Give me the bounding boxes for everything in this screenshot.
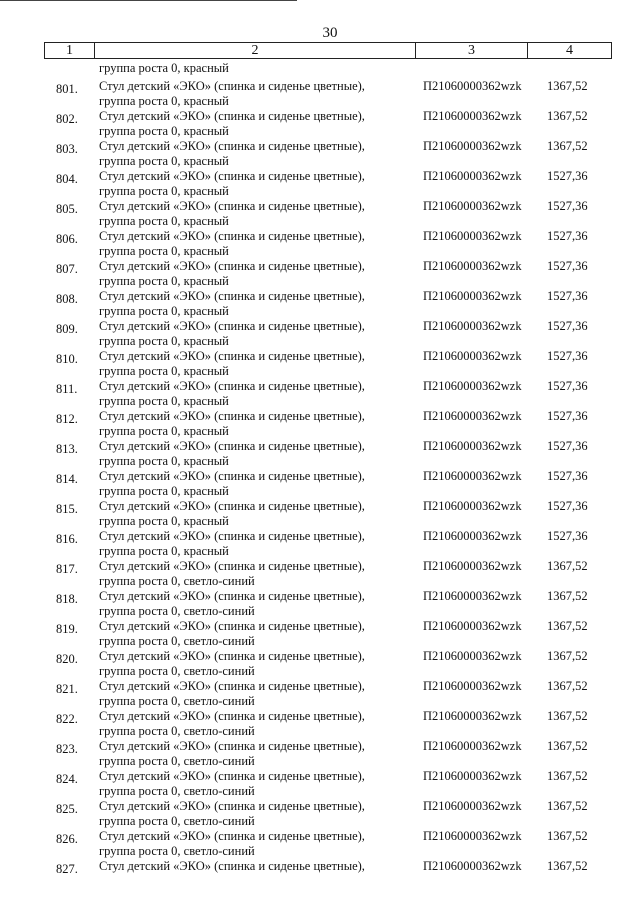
row-number: 825. <box>56 802 78 816</box>
row-number: 824. <box>56 772 78 786</box>
table-header <box>44 42 612 59</box>
row-price: 1527,36 <box>547 349 588 363</box>
table-row <box>0 720 640 768</box>
row-price: 1367,52 <box>547 739 588 753</box>
table-row <box>0 390 640 438</box>
description-line-2: группа роста 0, красный <box>99 363 229 378</box>
row-code: П21060000362wzk <box>423 529 522 543</box>
table-row <box>0 120 640 168</box>
description-line-2: группа роста 0, красный <box>99 93 229 108</box>
description-line-1: Стул детский «ЭКО» (спинка и сиденье цветные), <box>99 349 365 363</box>
row-number: 818. <box>56 592 78 606</box>
description-line-2: группа роста 0, светло-синий <box>99 573 255 588</box>
description-line-1: Стул детский «ЭКО» (спинка и сиденье цветные), <box>99 289 365 303</box>
table-row <box>0 780 640 828</box>
row-price: 1367,52 <box>547 559 588 573</box>
description-line-1: Стул детский «ЭКО» (спинка и сиденье цветные), <box>99 649 365 663</box>
description-line-2: группа роста 0, красный <box>99 243 229 258</box>
description-line-2: группа роста 0, красный <box>99 153 229 168</box>
row-number: 815. <box>56 502 78 516</box>
description-line-2: группа роста 0, светло-синий <box>99 843 255 858</box>
description-line-2: группа роста 0, светло-синий <box>99 663 255 678</box>
table-row <box>0 60 640 108</box>
row-price: 1527,36 <box>547 439 588 453</box>
row-number: 813. <box>56 442 78 456</box>
row-code: П21060000362wzk <box>423 409 522 423</box>
row-price: 1367,52 <box>547 859 588 873</box>
table-row <box>0 420 640 468</box>
table-row <box>0 690 640 738</box>
description-line-2: группа роста 0, красный <box>99 453 229 468</box>
row-price: 1527,36 <box>547 289 588 303</box>
row-code: П21060000362wzk <box>423 259 522 273</box>
row-price: 1367,52 <box>547 679 588 693</box>
description-line-2: группа роста 0, красный <box>99 423 229 438</box>
row-price: 1367,52 <box>547 649 588 663</box>
row-number: 804. <box>56 172 78 186</box>
description-line-2: группа роста 0, красный <box>99 303 229 318</box>
row-code: П21060000362wzk <box>423 139 522 153</box>
row-number: 801. <box>56 82 78 96</box>
row-number: 816. <box>56 532 78 546</box>
row-code: П21060000362wzk <box>423 289 522 303</box>
table-row <box>0 660 640 708</box>
row-code: П21060000362wzk <box>423 469 522 483</box>
row-code: П21060000362wzk <box>423 229 522 243</box>
table-row <box>0 570 640 618</box>
row-number: 826. <box>56 832 78 846</box>
description-line-1: Стул детский «ЭКО» (спинка и сиденье цветные), <box>99 439 365 453</box>
description-line-1: Стул детский «ЭКО» (спинка и сиденье цветные), <box>99 679 365 693</box>
row-code: П21060000362wzk <box>423 559 522 573</box>
description-line-1: Стул детский «ЭКО» (спинка и сиденье цветные), <box>99 79 365 93</box>
description-line-2: группа роста 0, красный <box>99 123 229 138</box>
row-price: 1367,52 <box>547 829 588 843</box>
table-row <box>0 180 640 228</box>
description-line-1: Стул детский «ЭКО» (спинка и сиденье цветные), <box>99 829 365 843</box>
row-price: 1367,52 <box>547 139 588 153</box>
description-line-1: Стул детский «ЭКО» (спинка и сиденье цветные), <box>99 139 365 153</box>
table-row <box>0 450 640 498</box>
table-row <box>0 240 640 288</box>
row-code: П21060000362wzk <box>423 589 522 603</box>
row-code: П21060000362wzk <box>423 439 522 453</box>
row-code: П21060000362wzk <box>423 379 522 393</box>
table-row <box>0 360 640 408</box>
row-number: 805. <box>56 202 78 216</box>
row-price: 1527,36 <box>547 499 588 513</box>
description-line-2: группа роста 0, красный <box>99 213 229 228</box>
row-code: П21060000362wzk <box>423 799 522 813</box>
row-number: 803. <box>56 142 78 156</box>
description-line-2: группа роста 0, светло-синий <box>99 813 255 828</box>
row-price: 1527,36 <box>547 469 588 483</box>
row-number: 808. <box>56 292 78 306</box>
row-price: 1367,52 <box>547 619 588 633</box>
row-price: 1527,36 <box>547 529 588 543</box>
row-code: П21060000362wzk <box>423 649 522 663</box>
row-number: 821. <box>56 682 78 696</box>
row-number: 814. <box>56 472 78 486</box>
description-line-1: Стул детский «ЭКО» (спинка и сиденье цветные), <box>99 619 365 633</box>
header-col-3: 3 <box>416 43 528 58</box>
row-price: 1527,36 <box>547 379 588 393</box>
row-number: 810. <box>56 352 78 366</box>
table-row <box>0 270 640 318</box>
table-row <box>0 840 640 876</box>
row-price: 1367,52 <box>547 109 588 123</box>
description-line-1: Стул детский «ЭКО» (спинка и сиденье цветные), <box>99 169 365 183</box>
row-code: П21060000362wzk <box>423 739 522 753</box>
description-line-1: Стул детский «ЭКО» (спинка и сиденье цветные), <box>99 709 365 723</box>
description-line-2: группа роста 0, светло-синий <box>99 603 255 618</box>
description-line-2: группа роста 0, светло-синий <box>99 783 255 798</box>
row-description <box>99 859 365 874</box>
header-col-1: 1 <box>45 43 95 58</box>
description-line-2: группа роста 0, светло-синий <box>99 723 255 738</box>
description-line-1: Стул детский «ЭКО» (спинка и сиденье цветные), <box>99 379 365 393</box>
table-row <box>0 150 640 198</box>
description-line-2: группа роста 0, красный <box>99 393 229 408</box>
row-number: 802. <box>56 112 78 126</box>
table-row <box>0 510 640 558</box>
row-code: П21060000362wzk <box>423 499 522 513</box>
table-body <box>0 60 640 876</box>
row-price: 1527,36 <box>547 229 588 243</box>
row-price: 1367,52 <box>547 769 588 783</box>
row-price: 1527,36 <box>547 409 588 423</box>
description-line-1: Стул детский «ЭКО» (спинка и сиденье цветные), <box>99 199 365 213</box>
row-code: П21060000362wzk <box>423 349 522 363</box>
row-price: 1367,52 <box>547 589 588 603</box>
row-code: П21060000362wzk <box>423 769 522 783</box>
description-line-2: группа роста 0, светло-синий <box>99 693 255 708</box>
page-number: 30 <box>322 25 338 41</box>
row-code: П21060000362wzk <box>423 199 522 213</box>
table-row <box>0 810 640 858</box>
description-line-1: Стул детский «ЭКО» (спинка и сиденье цветные), <box>99 499 365 513</box>
table-row <box>0 330 640 378</box>
row-number: 812. <box>56 412 78 426</box>
row-number: 822. <box>56 712 78 726</box>
description-line-2: группа роста 0, светло-синий <box>99 633 255 648</box>
description-line-1: Стул детский «ЭКО» (спинка и сиденье цветные), <box>99 859 365 873</box>
row-price: 1527,36 <box>547 199 588 213</box>
description-line-1: Стул детский «ЭКО» (спинка и сиденье цветные), <box>99 109 365 123</box>
row-number: 809. <box>56 322 78 336</box>
row-code: П21060000362wzk <box>423 109 522 123</box>
description-line-2: группа роста 0, красный <box>99 273 229 288</box>
description-line-2: группа роста 0, красный <box>99 513 229 528</box>
description-line-1: Стул детский «ЭКО» (спинка и сиденье цветные), <box>99 739 365 753</box>
header-col-4: 4 <box>566 43 573 58</box>
row-price: 1527,36 <box>547 259 588 273</box>
description-line-1: Стул детский «ЭКО» (спинка и сиденье цветные), <box>99 769 365 783</box>
description-line-2: группа роста 0, светло-синий <box>99 753 255 768</box>
row-number: 806. <box>56 232 78 246</box>
table-row <box>0 90 640 138</box>
table-row <box>0 210 640 258</box>
row-price: 1367,52 <box>547 709 588 723</box>
row-number: 820. <box>56 652 78 666</box>
continuation-line: группа роста 0, красный <box>99 61 229 75</box>
row-code: П21060000362wzk <box>423 619 522 633</box>
header-col-2: 2 <box>95 43 416 58</box>
row-number: 811. <box>56 382 78 396</box>
row-number: 819. <box>56 622 78 636</box>
row-code: П21060000362wzk <box>423 829 522 843</box>
description-line-1: Стул детский «ЭКО» (спинка и сиденье цветные), <box>99 229 365 243</box>
description-line-2: группа роста 0, красный <box>99 483 229 498</box>
row-code: П21060000362wzk <box>423 79 522 93</box>
table-row <box>0 750 640 798</box>
row-code: П21060000362wzk <box>423 709 522 723</box>
table-row <box>0 600 640 648</box>
description-line-1: Стул детский «ЭКО» (спинка и сиденье цветные), <box>99 589 365 603</box>
description-line-1: Стул детский «ЭКО» (спинка и сиденье цветные), <box>99 409 365 423</box>
row-code: П21060000362wzk <box>423 319 522 333</box>
row-code: П21060000362wzk <box>423 679 522 693</box>
row-price: 1527,36 <box>547 169 588 183</box>
table-row <box>0 630 640 678</box>
row-number: 807. <box>56 262 78 276</box>
row-number: 827. <box>56 862 78 876</box>
description-line-2: группа роста 0, красный <box>99 333 229 348</box>
row-price: 1527,36 <box>547 319 588 333</box>
table-row <box>0 300 640 348</box>
table-row <box>0 480 640 528</box>
description-line-1: Стул детский «ЭКО» (спинка и сиденье цветные), <box>99 529 365 543</box>
table-row <box>0 540 640 588</box>
row-number: 817. <box>56 562 78 576</box>
description-line-1: Стул детский «ЭКО» (спинка и сиденье цветные), <box>99 469 365 483</box>
row-code: П21060000362wzk <box>423 169 522 183</box>
description-line-1: Стул детский «ЭКО» (спинка и сиденье цветные), <box>99 259 365 273</box>
description-line-1: Стул детский «ЭКО» (спинка и сиденье цветные), <box>99 799 365 813</box>
description-line-1: Стул детский «ЭКО» (спинка и сиденье цветные), <box>99 559 365 573</box>
row-code: П21060000362wzk <box>423 859 522 873</box>
description-line-1: Стул детский «ЭКО» (спинка и сиденье цветные), <box>99 319 365 333</box>
row-price: 1367,52 <box>547 799 588 813</box>
row-price: 1367,52 <box>547 79 588 93</box>
top-rule <box>0 0 297 1</box>
row-number: 823. <box>56 742 78 756</box>
description-line-2: группа роста 0, красный <box>99 543 229 558</box>
description-line-2: группа роста 0, красный <box>99 183 229 198</box>
